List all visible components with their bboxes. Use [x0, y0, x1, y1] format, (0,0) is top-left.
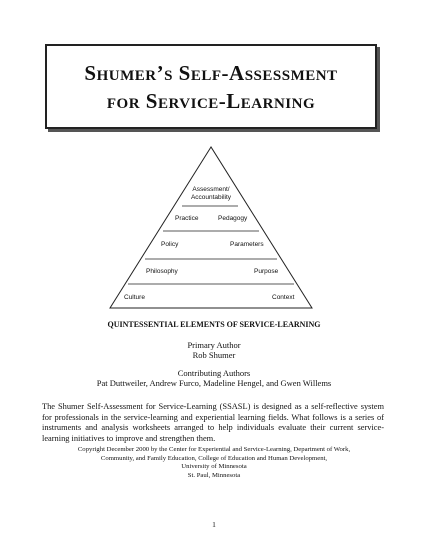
primary-author-name: Rob Shumer — [192, 350, 236, 360]
level-context: Context — [272, 294, 295, 301]
level-pedagogy: Pedagogy — [218, 215, 248, 222]
contributing-authors-heading: Contributing Authors — [177, 368, 251, 378]
copyright-line-4: St. Paul, Minnesota — [187, 471, 241, 479]
copyright-line-2: Community, and Family Education, College of Education and Human Development, — [100, 454, 328, 462]
level-parameters: Parameters — [230, 241, 264, 248]
contributing-authors-names: Pat Duttweiler, Andrew Furco, Madeline Hengel, and Gwen Willems — [96, 378, 332, 388]
title-line-1: Shumer’s Self-Assessment — [84, 60, 338, 85]
page-number: 1 — [212, 520, 216, 529]
copyright-line-3: University of Minnesota — [181, 463, 247, 471]
copyright-line-1: Copyright December 2000 by the Center for Experiential and Service-Learning, Department of Work, — [77, 446, 351, 453]
level-purpose: Purpose — [254, 268, 279, 275]
intro-paragraph: The Shumer Self-Assessment for Service-Learning (SSASL) is designed as a self-reflective system for professionals in the service-learning and experiential learning fields. What follows is a series of instruments and analysis worksheets arranged to help individuals evaluate their current service-learning initiatives to improve and strengthen them. — [42, 402, 384, 443]
level-practice: Practice — [175, 215, 199, 222]
level-philosophy: Philosophy — [146, 268, 178, 275]
copyright-block — [40, 446, 388, 480]
apex-line-2: Accountability — [190, 194, 232, 201]
pyramid-apex-label — [186, 186, 236, 202]
primary-author-heading: Primary Author — [187, 340, 241, 350]
level-culture: Culture — [124, 294, 145, 301]
apex-line-1: Assessment/ — [192, 186, 230, 193]
title-line-2: for Service-Learning — [106, 88, 316, 113]
level-policy: Policy — [161, 241, 179, 248]
pyramid-caption: QUINTESSENTIAL ELEMENTS OF SERVICE-LEARNING — [107, 320, 321, 329]
